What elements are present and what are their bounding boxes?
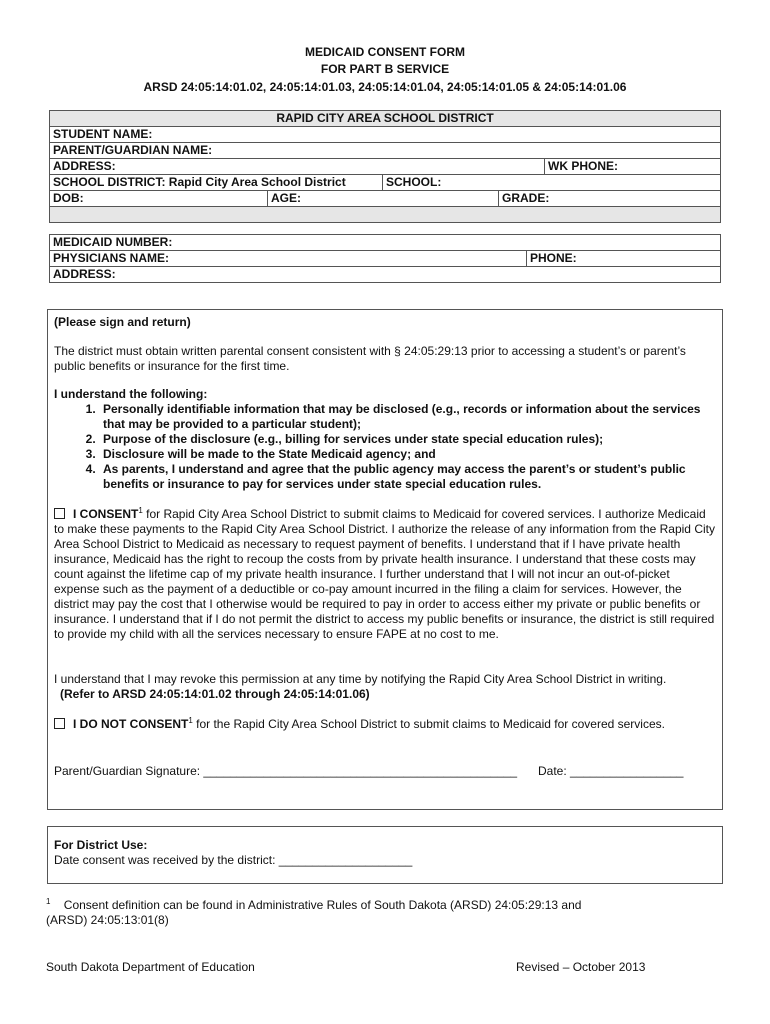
signature-date-line[interactable]: Date: _________________ [538,764,684,778]
i-consent-label: I CONSENT [73,507,139,521]
address-field[interactable]: ADDRESS: [50,159,545,175]
list-item: 4. As parents, I understand and agree that the public agency may access the parent’s or student’s public benefits or insurance to pay for services under state special education rules. [99,462,716,492]
footnote [46,898,626,928]
received-date-line[interactable]: Date consent was received by the district: ____________________ [54,853,413,867]
intro-text: The district must obtain written parental consent consistent with § 24:05:29:13 prior to accessing a student’s or parent’s public benefits or insurance for the first time. [54,344,686,373]
student-name-field[interactable]: STUDENT NAME: [50,127,721,143]
grade-field[interactable]: GRADE: [499,191,721,207]
form-title: MEDICAID CONSENT FORM [305,45,465,59]
physician-address-field[interactable]: ADDRESS: [50,267,721,283]
arsd-reference: ARSD 24:05:14:01.02, 24:05:14:01.03, 24:05:14:01.04, 24:05:14:01.05 & 24:05:14:01.06 [143,80,627,94]
signature-line[interactable]: Parent/Guardian Signature: _______________________________________________ [54,764,518,778]
footnote-mark: 1 [46,897,51,906]
do-not-consent-label: I DO NOT CONSENT [73,717,189,731]
district-use-heading: For District Use: [54,838,148,852]
understand-heading: I understand the following: [54,387,208,401]
parent-name-field[interactable]: PARENT/GUARDIAN NAME: [50,143,721,159]
dob-field[interactable]: DOB: [50,191,268,207]
footer-department: South Dakota Department of Education [46,960,255,974]
student-info-table [49,110,721,223]
i-consent-checkbox[interactable] [54,508,65,519]
list-item: 1. Personally identifiable information that may be disclosed (e.g., records or information about the services that may be provided to a particular student); [99,402,716,432]
revoke-text: I understand that I may revoke this permission at any time by notifying the Rapid City Area School District in writing. [54,672,667,686]
do-not-consent-checkbox[interactable] [54,718,65,729]
form-subtitle: FOR PART B SERVICE [320,62,450,76]
footnote-text: Consent definition can be found in Administrative Rules of South Dakota (ARSD) 24:05:29:13 and (ARSD) 24:05:13:01(8) [46,898,582,927]
blank-shaded-row [50,207,721,223]
school-district-field: SCHOOL DISTRICT: Rapid City Area School District [50,175,383,191]
list-item: 2. Purpose of the disclosure (e.g., billing for services under state special education rules); [99,432,716,447]
i-consent-paragraph [54,507,718,642]
physicians-name-field[interactable]: PHYSICIANS NAME: [50,251,527,267]
school-field[interactable]: SCHOOL: [383,175,721,191]
understand-list [54,402,716,492]
phone-field[interactable]: PHONE: [527,251,721,267]
footnote-ref: 1 [188,716,193,725]
do-not-consent-paragraph [54,717,716,732]
footer-revised: Revised – October 2013 [516,960,646,974]
age-field[interactable]: AGE: [268,191,499,207]
medicaid-info-table [49,234,721,283]
sign-return-note: (Please sign and return) [54,315,191,329]
do-not-consent-text: for the Rapid City Area School District to submit claims to Medicaid for covered services. [192,717,665,731]
refer-text: (Refer to ARSD 24:05:14:01.02 through 24:05:14:01.06) [60,687,370,701]
medicaid-number-field[interactable]: MEDICAID NUMBER: [50,235,721,251]
wk-phone-field[interactable]: WK PHONE: [545,159,721,175]
footnote-ref: 1 [138,506,143,515]
district-header: RAPID CITY AREA SCHOOL DISTRICT [50,111,721,127]
i-consent-text: for Rapid City Area School District to submit claims to Medicaid for covered services. I authorize Medicaid to make these payments to the Rapid City Area School District. I authorize the release of any information from the Rapid City Area School District to Medicaid as necessary to request payment of benefits. I understand that if I have private health insurance, Medicaid has the right to recoup the costs from by private health insurance. I understand that these costs may count against the lifetime cap of my private health insurance. I further understand that I will not incur an out-of-picket expense such as the payment of a deductible or co-pay amount incurred in the filing a claim for services. However, the district may pay the cost that I otherwise would be required to pay in order to access either my private or public benefits or insurance. I understand that if I do not permit the district to access my public benefits or insurance, the district is still required to provide my child with all the services necessary to ensure FAPE at no cost to me. [54,507,715,641]
list-item: 3. Disclosure will be made to the State Medicaid agency; and [99,447,716,462]
